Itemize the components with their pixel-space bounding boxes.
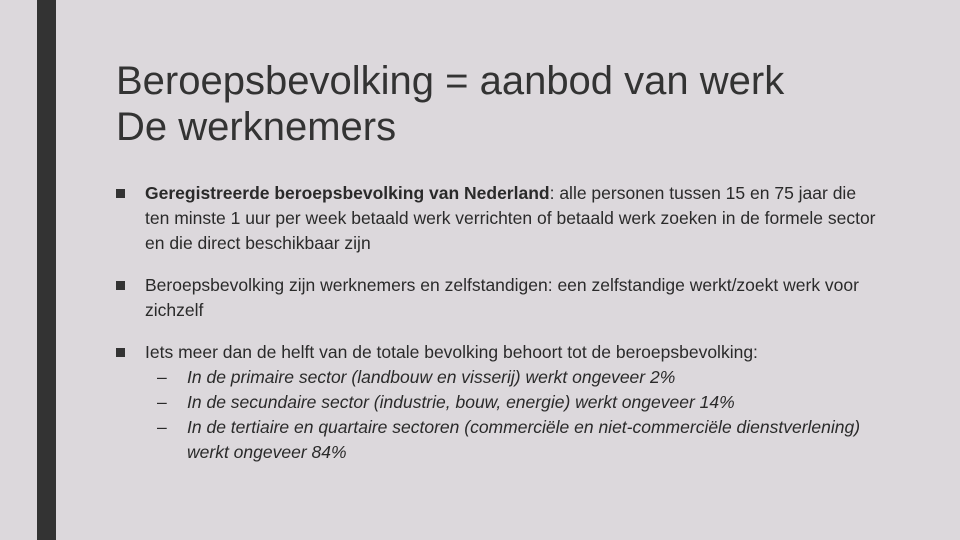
slide-title xyxy=(116,58,916,150)
title-line-1: Beroepsbevolking = aanbod van werk xyxy=(116,59,785,103)
bullet-item-3 xyxy=(116,340,876,465)
dash-bullet-icon: – xyxy=(157,417,167,437)
title-line-2: De werknemers xyxy=(116,105,397,149)
accent-bar xyxy=(37,0,56,540)
sub-item-secondary-sector xyxy=(145,390,876,415)
sub-bullet-list xyxy=(145,365,876,465)
bullet-2-text: Beroepsbevolking zijn werknemers en zelfstandigen: een zelfstandige werkt/zoekt werk voor zichzelf xyxy=(145,275,859,320)
bullet-item-2 xyxy=(116,273,876,323)
bullet-1-term: Geregistreerde beroepsbevolking van Nederland xyxy=(145,183,550,203)
sub-item-2-text: In de secundaire sector (industrie, bouw, energie) werkt ongeveer 14% xyxy=(187,392,735,412)
sub-item-primary-sector xyxy=(145,365,876,390)
square-bullet-icon xyxy=(116,189,125,198)
dash-bullet-icon: – xyxy=(157,392,167,412)
square-bullet-icon xyxy=(116,281,125,290)
bullet-item-1 xyxy=(116,181,876,256)
bullet-3-text: Iets meer dan de helft van de totale bevolking behoort tot de beroepsbevolking: xyxy=(145,342,758,362)
bullet-1-text: : alle personen tussen 15 en 75 jaar die ten minste 1 uur per week betaald werk verrichten of betaald werk zoeken in de formele sector en die direct beschikbaar zijn xyxy=(145,183,876,253)
sub-item-1-text: In de primaire sector (landbouw en visserij) werkt ongeveer 2% xyxy=(187,367,676,387)
sub-item-tertiary-sector xyxy=(145,415,876,465)
dash-bullet-icon: – xyxy=(157,367,167,387)
square-bullet-icon xyxy=(116,348,125,357)
sub-item-3-text: In de tertiaire en quartaire sectoren (commerciële en niet-commerciële dienstverlening) werkt ongeveer 84% xyxy=(187,417,861,462)
bullet-list xyxy=(116,181,876,465)
